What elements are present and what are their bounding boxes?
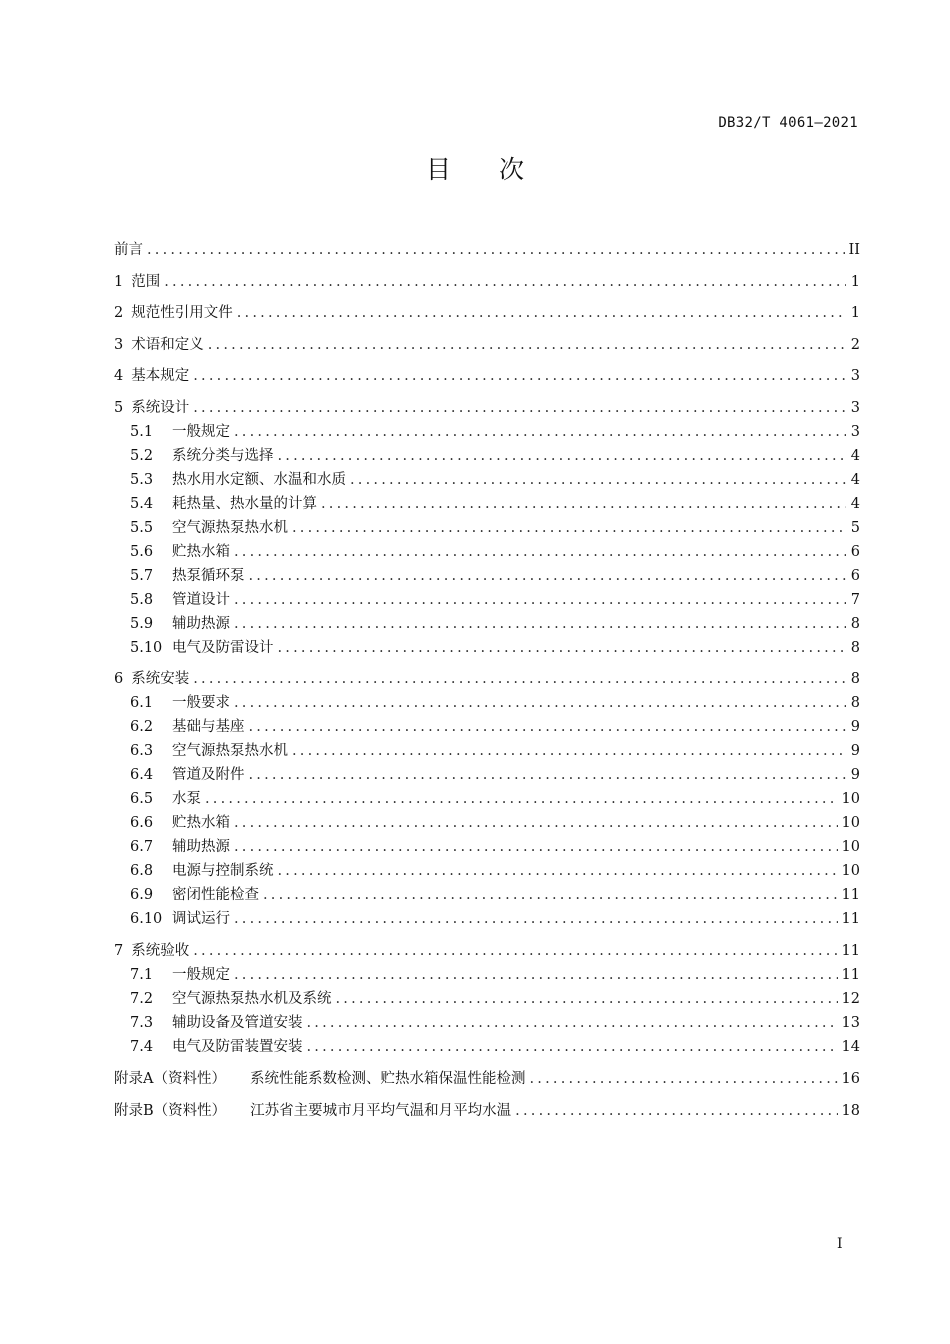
toc-entry-page: 9 [850, 719, 860, 735]
toc-entry-number: 6.6 [130, 815, 154, 831]
toc-entry-number: 7.3 [130, 1014, 154, 1031]
toc-entry-number: 5.3 [130, 471, 154, 488]
toc-entry-label: 调试运行 [172, 911, 230, 927]
toc-entry-label: 基础与基座 [172, 719, 245, 735]
toc-leader-dots [234, 544, 846, 560]
toc-entry[interactable] [114, 835, 860, 859]
toc-entry[interactable] [114, 1099, 860, 1123]
toc-leader-dots [249, 719, 847, 735]
toc-entry-number: 附录B（资料性） [114, 1102, 227, 1119]
toc-leader-dots [307, 1039, 838, 1055]
toc-entry[interactable] [114, 739, 860, 763]
toc-entry-page: 1 [850, 305, 860, 321]
toc-entry[interactable] [114, 859, 860, 883]
toc-entry[interactable] [114, 763, 860, 787]
toc-entry-label: 规范性引用文件 [131, 305, 233, 321]
toc-entry[interactable] [114, 787, 860, 811]
toc-entry-page: 4 [850, 495, 860, 512]
toc-entry-page: 11 [841, 887, 860, 903]
toc-entry[interactable] [114, 396, 860, 420]
toc-entry-label: 电气及防雷装置安装 [172, 1038, 303, 1055]
toc-entry-label: 一般要求 [172, 695, 230, 711]
toc-entry-page: 2 [850, 336, 860, 353]
toc-leader-dots [147, 242, 845, 258]
page-title: 目次 [425, 155, 572, 184]
toc-entry-page: 6 [850, 543, 860, 560]
toc-entry-page: 6 [850, 567, 860, 584]
toc-entry-number: 6.10 [130, 911, 163, 927]
toc-entry[interactable] [114, 939, 860, 963]
toc-entry-page: 14 [841, 1038, 860, 1055]
toc-leader-dots [515, 1103, 837, 1119]
toc-entry-number: 5.7 [130, 567, 154, 584]
toc-entry-number: 7 [114, 942, 124, 959]
toc-leader-dots [234, 695, 846, 711]
toc-entry-label: 系统分类与选择 [172, 447, 274, 464]
toc-entry-label: 范围 [131, 273, 161, 290]
toc-entry-label: 热泵循环泵 [172, 567, 245, 584]
toc-leader-dots [278, 640, 847, 656]
toc-entry-page: 7 [850, 591, 860, 608]
toc-leader-dots [278, 863, 838, 879]
toc-entry-label: 电气及防雷设计 [172, 639, 274, 656]
toc-entry-page: 4 [850, 447, 860, 464]
toc-entry-label: 密闭性能检查 [172, 887, 259, 903]
toc-entry-page: 11 [841, 911, 860, 927]
toc-entry-number: 5.10 [130, 639, 163, 656]
toc-entry-label: 辅助热源 [172, 615, 230, 632]
toc-entry-label: 系统安装 [131, 671, 190, 687]
toc-leader-dots [292, 743, 846, 759]
toc-entry-page: 4 [850, 471, 860, 488]
toc-entry-label: 贮热水箱 [172, 543, 230, 560]
toc-entry-number: 2 [114, 305, 124, 321]
toc-entry-number: 6.2 [130, 719, 154, 735]
toc-entry[interactable] [114, 987, 860, 1011]
toc-entry-page: 3 [850, 423, 860, 440]
toc-entry-label: 辅助设备及管道安装 [172, 1014, 303, 1031]
toc-entry-page: 10 [841, 863, 860, 879]
toc-entry-number: 6.4 [130, 767, 154, 783]
toc-leader-dots [529, 1071, 837, 1087]
toc-entry-page: 8 [850, 639, 860, 656]
toc-entry-page: 1 [850, 273, 860, 290]
toc-leader-dots [263, 887, 838, 903]
toc-entry[interactable] [114, 444, 860, 468]
toc-entry-page: 10 [841, 791, 860, 807]
toc-entry-number: 5.5 [130, 519, 154, 536]
toc-entry-label: 电源与控制系统 [172, 863, 274, 879]
toc-entry-page: 10 [841, 815, 860, 831]
toc-entry-label: 系统验收 [131, 942, 190, 959]
toc-entry-number: 6.8 [130, 863, 154, 879]
toc-entry-page: 9 [850, 743, 860, 759]
toc-entry-label: 辅助热源 [172, 839, 230, 855]
toc-entry-label: 水泵 [172, 791, 201, 807]
toc-entry-label: 基本规定 [131, 368, 190, 384]
toc-entry-number: 1 [114, 273, 124, 290]
toc-leader-dots [234, 616, 846, 632]
toc-entry-page: 9 [850, 767, 860, 783]
toc-entry-number: 3 [114, 336, 124, 353]
toc-entry-number: 5 [114, 399, 124, 416]
toc-entry[interactable] [114, 333, 860, 357]
toc-entry-number: 7.2 [130, 990, 154, 1007]
toc-entry-page: 8 [850, 695, 860, 711]
toc-entry-number: 6.9 [130, 887, 154, 903]
toc-leader-dots [249, 767, 847, 783]
toc-entry-page: 10 [841, 839, 860, 855]
toc-entry[interactable] [114, 540, 860, 564]
toc-entry-label: 空气源热泵热水机 [172, 519, 288, 536]
toc-entry-page: 16 [841, 1070, 860, 1087]
toc-entry[interactable] [114, 420, 860, 444]
toc-entry[interactable] [114, 492, 860, 516]
toc-leader-dots [193, 368, 846, 384]
toc-leader-dots [234, 592, 846, 608]
toc-entry-label: 前言 [114, 242, 143, 258]
toc-leader-dots [292, 520, 846, 536]
toc-entry[interactable] [114, 691, 860, 715]
toc-leader-dots [350, 472, 846, 488]
toc-leader-dots [193, 671, 846, 687]
toc-leader-dots [208, 337, 846, 353]
toc-entry-number: 5.4 [130, 495, 154, 512]
toc-entry-label: 空气源热泵热水机及系统 [172, 990, 332, 1007]
toc-entry-page: 12 [841, 990, 860, 1007]
toc-entry-label: 一般规定 [172, 966, 230, 983]
toc-entry[interactable] [114, 1035, 860, 1059]
toc-entry-label: 贮热水箱 [172, 815, 230, 831]
toc-entry-page: 5 [850, 519, 860, 536]
toc-entry-label: 术语和定义 [131, 336, 204, 353]
toc-entry-page: 8 [850, 671, 860, 687]
toc-entry-label: 耗热量、热水量的计算 [172, 495, 317, 512]
toc-entry-label: 系统设计 [131, 399, 190, 416]
toc-entry-page: 8 [850, 615, 860, 632]
toc-entry[interactable] [114, 907, 860, 931]
toc-entry[interactable] [114, 636, 860, 660]
toc-entry-number: 5.6 [130, 543, 154, 560]
toc-entry[interactable] [114, 811, 860, 835]
toc-leader-dots [234, 967, 838, 983]
toc-leader-dots [237, 305, 846, 321]
toc-leader-dots [234, 839, 838, 855]
toc-entry[interactable] [114, 364, 860, 388]
toc-entry-label: 热水用水定额、水温和水质 [172, 471, 346, 488]
toc-entry[interactable] [114, 1067, 860, 1091]
toc-entry-label: 江苏省主要城市月平均气温和月平均水温 [250, 1102, 512, 1119]
toc-entry-number: 6.3 [130, 743, 154, 759]
toc-entry-page: 11 [841, 942, 860, 959]
toc-entry[interactable] [114, 667, 860, 691]
toc-entry-page: 18 [841, 1102, 860, 1119]
toc-leader-dots [193, 943, 837, 959]
document-code: DB32/T 4061—2021 [718, 115, 858, 131]
toc-leader-dots [321, 496, 846, 512]
toc-entry-number: 5.2 [130, 447, 154, 464]
toc-entry[interactable] [114, 588, 860, 612]
toc-entry[interactable] [114, 516, 860, 540]
toc-leader-dots [205, 791, 838, 807]
toc-entry[interactable] [114, 715, 860, 739]
toc-entry[interactable] [114, 1011, 860, 1035]
toc-entry-number: 6 [114, 671, 124, 687]
toc-entry-label: 一般规定 [172, 423, 230, 440]
toc-leader-dots [164, 274, 846, 290]
toc-entry[interactable] [114, 564, 860, 588]
toc-entry[interactable] [114, 301, 860, 325]
toc-entry-number: 6.7 [130, 839, 154, 855]
toc-entry[interactable] [114, 612, 860, 636]
toc-leader-dots [234, 815, 838, 831]
toc-entry[interactable] [114, 238, 860, 262]
toc-entry-number: 5.8 [130, 591, 154, 608]
toc-entry-number: 4 [114, 368, 124, 384]
toc-entry[interactable] [114, 468, 860, 492]
toc-leader-dots [193, 400, 846, 416]
toc-entry-page: 13 [841, 1014, 860, 1031]
toc-leader-dots [336, 991, 838, 1007]
toc-entry-number: 7.1 [130, 966, 154, 983]
toc-entry-label: 管道设计 [172, 591, 230, 608]
toc-leader-dots [234, 424, 846, 440]
toc-entry-label: 空气源热泵热水机 [172, 743, 288, 759]
toc-entry[interactable] [114, 963, 860, 987]
toc-entry-number: 5.9 [130, 615, 154, 632]
toc-entry-number: 6.1 [130, 695, 154, 711]
toc-leader-dots [307, 1015, 838, 1031]
toc-entry-page: 11 [841, 966, 860, 983]
toc-leader-dots [234, 911, 838, 927]
page-number: I [837, 1236, 843, 1252]
toc-leader-dots [278, 448, 847, 464]
toc-entry-label: 管道及附件 [172, 767, 245, 783]
toc-entry-number: 7.4 [130, 1038, 154, 1055]
toc-leader-dots [249, 568, 847, 584]
toc-entry[interactable] [114, 270, 860, 294]
toc-entry[interactable] [114, 883, 860, 907]
toc-entry-label: 系统性能系数检测、贮热水箱保温性能检测 [249, 1070, 526, 1087]
table-of-contents [114, 238, 860, 1123]
toc-entry-page: 3 [850, 368, 860, 384]
toc-entry-number: 6.5 [130, 791, 154, 807]
toc-entry-page: 3 [850, 399, 860, 416]
toc-entry-number: 附录A（资料性） [114, 1070, 226, 1087]
toc-entry-page: II [848, 242, 860, 258]
toc-entry-number: 5.1 [130, 423, 154, 440]
